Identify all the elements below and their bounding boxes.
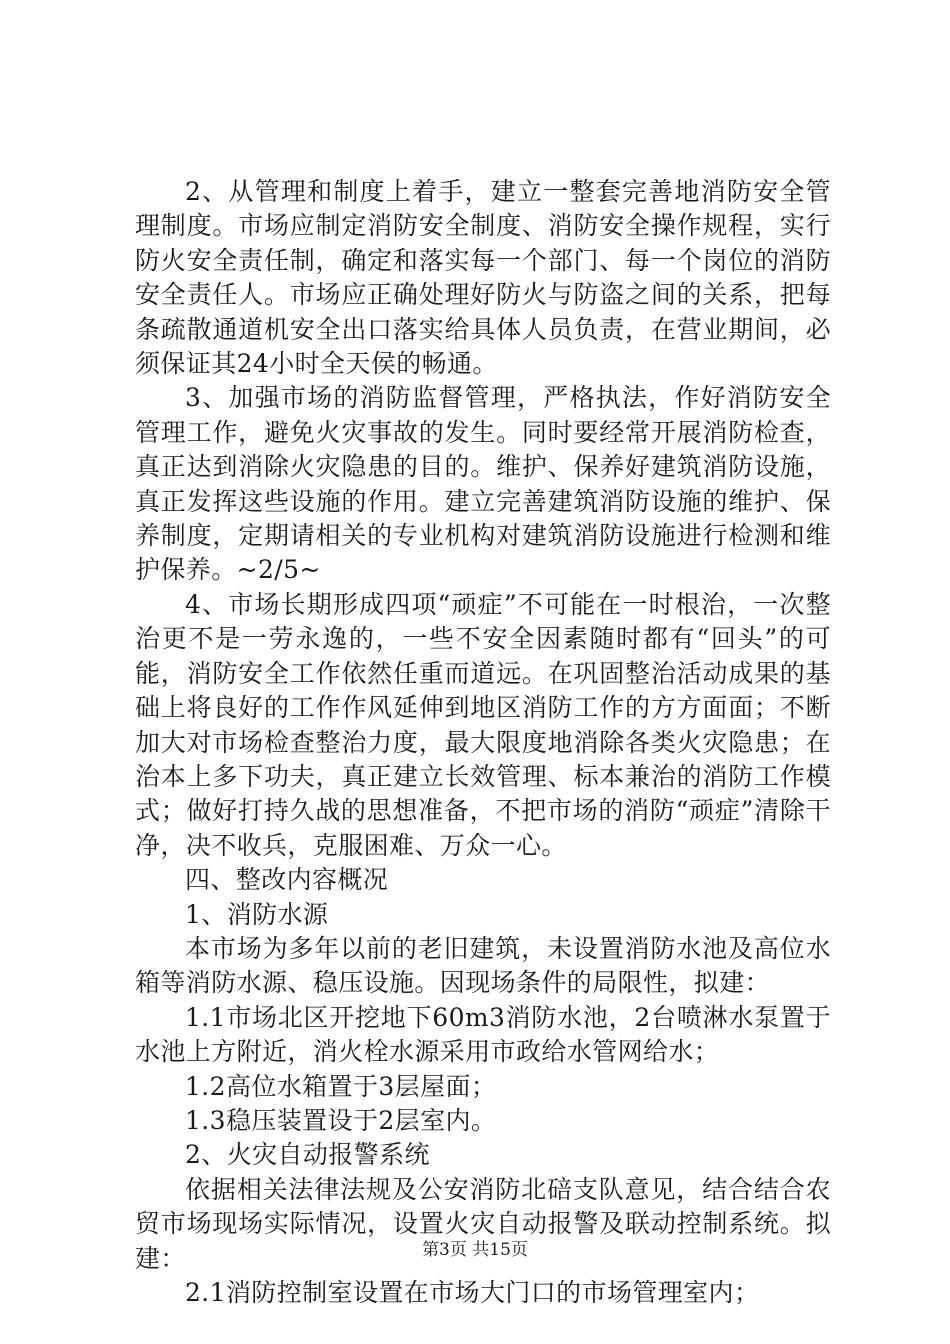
subheading-fire-water-source: 1、消防水源 [185,899,329,929]
paragraph-long-term-remediation: 4、市场长期形成四项“顽症”不可能在一时根治，一次整治更不是一劳永逸的，一些不安全因素随时都有“回头”的可能，消防安全工作依然任重而道远。在巩固整治活动成果的基础上将良好的工作作风延伸到地区消防工作的方方面面；不断加大对市场检查整治力度，最大限度地消除各类火灾隐患；在治本上多下功夫，真正建立长效管理、标本兼治的消防工作模式；做好打持久战的思想准备，不把市场的消防“顽症”清除干净，决不收兵，克服困难、万众一心。 [135,589,831,860]
paragraph-water-source-intro: 本市场为多年以前的老旧建筑，未设置消防水池及高位水箱等消防水源、稳压设施。因现场条件的局限性，拟建： [135,933,831,998]
document-body [135,175,831,1310]
item-fire-control-room: 2.1消防控制室设置在市场大门口的市场管理室内； [185,1278,760,1307]
page-number-footer: 第3页 共15页 [422,1240,528,1260]
paragraph-fire-management-system: 2、从管理和制度上着手，建立一整套完善地消防安全管理制度。市场应制定消防安全制度、消防安全操作规程，实行防火安全责任制，确定和落实每一个部门、每一个岗位的消防安全责任人。市场应正确处理好防火与防盗之间的关系，把每条疏散通道机安全出口落实给具体人员负责，在营业期间，必须保证其24小时全天侯的畅通。 [135,177,831,379]
subheading-fire-alarm-system: 2、火灾自动报警系统 [185,1140,430,1170]
item-water-pool: 1.1市场北区开挖地下60m3消防水池，2台喷淋水泵置于水池上方附近，消火栓水源采用市政给水管网给水； [135,1002,831,1067]
paragraph-fire-supervision: 3、加强市场的消防监督管理，严格执法，作好消防安全管理工作，避免火灾事故的发生。同时要经常开展消防检查，真正达到消除火灾隐患的目的。维护、保养好建筑消防设施，真正发挥这些设施的作用。建立完善建筑消防设施的维护、保养制度，定期请相关的专业机构对建筑消防设施进行检测和维护保养。~2/5~ [135,383,831,585]
paragraph-fire-alarm-intro: 依据相关法律法规及公安消防北碚支队意见，结合结合农贸市场现场实际情况，设置火灾自动报警及联动控制系统。拟建： [135,1174,831,1273]
section-heading-rectification-overview: 四、整改内容概况 [185,865,389,895]
item-pressure-device: 1.3稳压装置设于2层室内。 [185,1105,497,1135]
item-high-water-tank: 1.2高位水箱置于3层屋面； [185,1071,497,1101]
